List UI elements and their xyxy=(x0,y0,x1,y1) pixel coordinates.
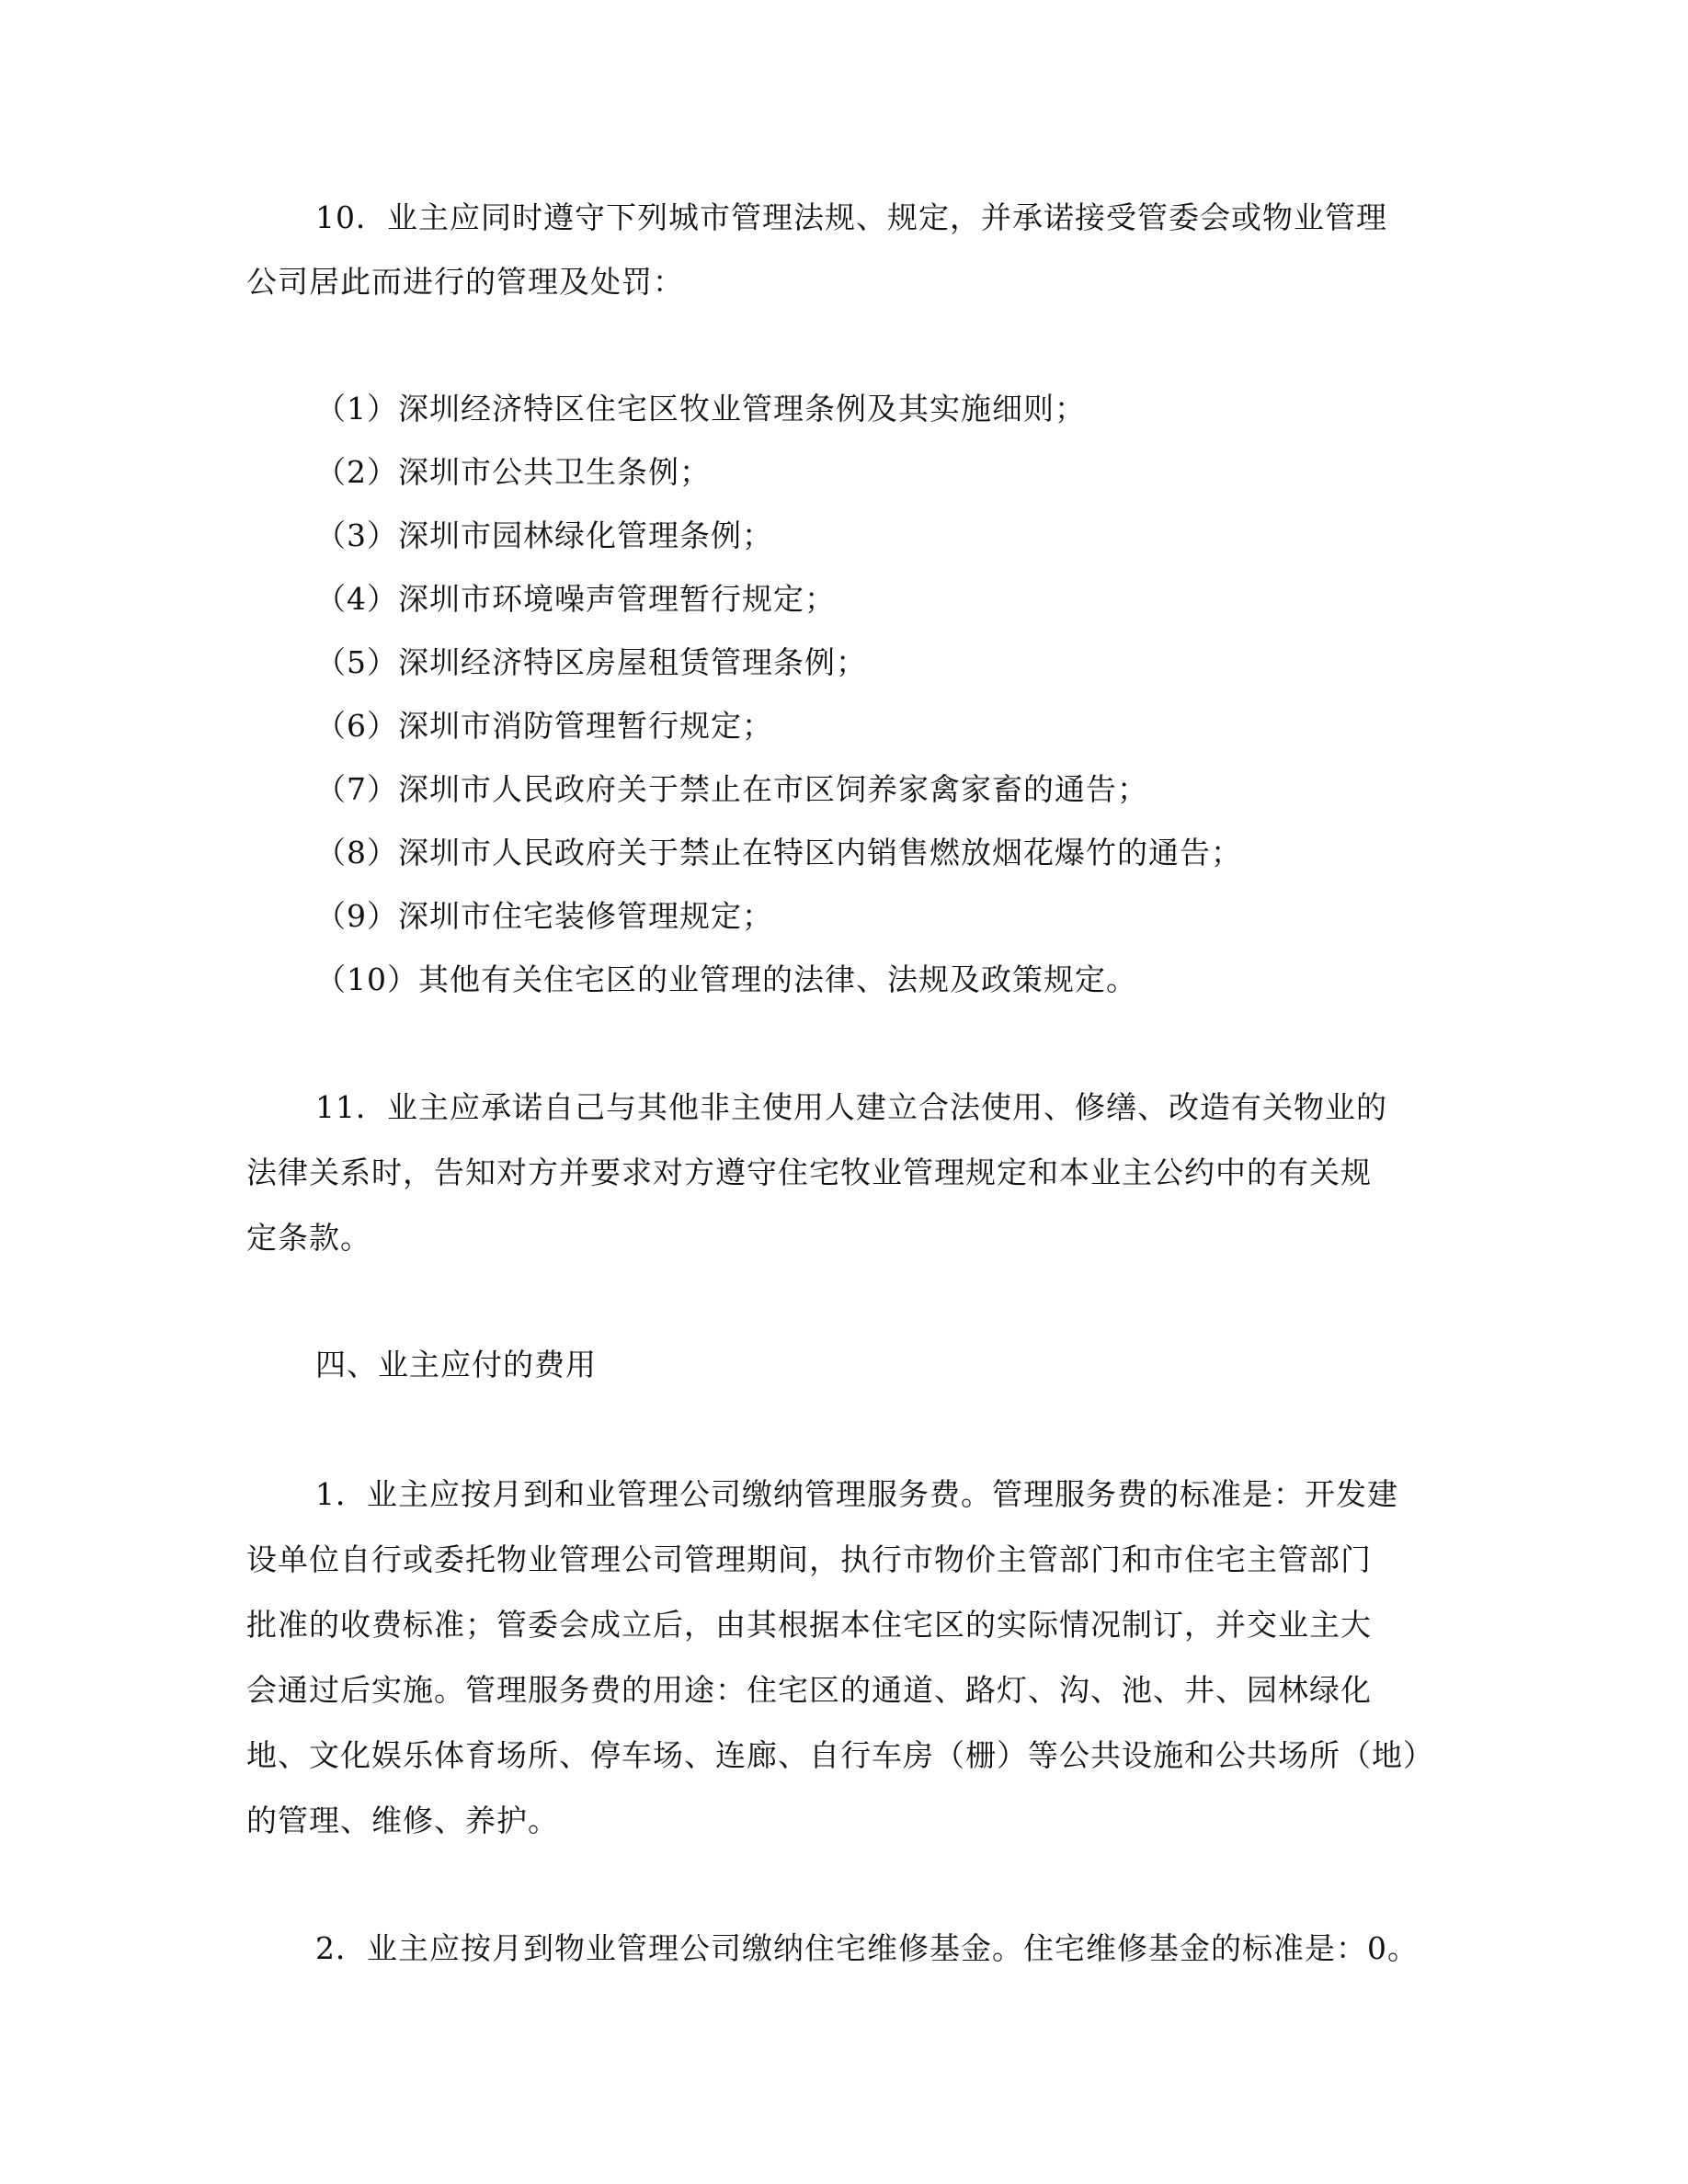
fee-1-line-2: 设单位自行或委托物业管理公司管理期间，执行市物价主管部门和市住宅主管部门 xyxy=(246,1541,1372,1577)
list-item-4: （4）深圳市环境噪声管理暂行规定； xyxy=(315,581,836,617)
list-item-6: （6）深圳市消防管理暂行规定； xyxy=(315,708,773,744)
clause-11-line-3: 定条款。 xyxy=(246,1220,371,1256)
list-item-7: （7）深圳市人民政府关于禁止在市区饲养家禽家畜的通告； xyxy=(315,771,1148,807)
clause-10-line-2: 公司居此而进行的管理及处罚： xyxy=(246,264,684,300)
list-item-8: （8）深圳市人民政府关于禁止在特区内销售燃放烟花爆竹的通告； xyxy=(315,835,1242,870)
fee-1-line-1: 1．业主应按月到和业管理公司缴纳管理服务费。管理服务费的标准是：开发建 xyxy=(315,1476,1398,1512)
list-item-1: （1）深圳经济特区住宅区牧业管理条例及其实施细则； xyxy=(315,391,1086,427)
fee-2-line-1: 2．业主应按月到物业管理公司缴纳住宅维修基金。住宅维修基金的标准是：0。 xyxy=(315,1930,1419,1966)
list-item-5: （5）深圳经济特区房屋租赁管理条例； xyxy=(315,644,867,680)
list-item-10: （10）其他有关住宅区的业管理的法律、法规及政策规定。 xyxy=(315,961,1137,997)
fee-1-line-3: 批准的收费标准；管委会成立后，由其根据本住宅区的实际情况制订，并交业主大 xyxy=(246,1607,1372,1643)
section-4-heading: 四、业主应付的费用 xyxy=(315,1347,597,1382)
fee-1-line-4: 会通过后实施。管理服务费的用途：住宅区的通道、路灯、沟、池、井、园林绿化 xyxy=(246,1672,1372,1708)
list-item-9: （9）深圳市住宅装修管理规定； xyxy=(315,898,773,934)
clause-11-line-2: 法律关系时，告知对方并要求对方遵守住宅牧业管理规定和本业主公约中的有关规 xyxy=(246,1155,1372,1190)
clause-10-line-1: 10．业主应同时遵守下列城市管理法规、规定，并承诺接受管委会或物业管理 xyxy=(315,199,1387,235)
fee-1-line-5: 地、文化娱乐体育场所、停车场、连廊、自行车房（栅）等公共设施和公共场所（地） xyxy=(246,1737,1434,1773)
list-item-3: （3）深圳市园林绿化管理条例； xyxy=(315,518,773,553)
fee-1-line-6: 的管理、维修、养护。 xyxy=(246,1803,559,1838)
clause-11-line-1: 11．业主应承诺自己与其他非主使用人建立合法使用、修缮、改造有关物业的 xyxy=(315,1089,1387,1125)
list-item-2: （2）深圳市公共卫生条例； xyxy=(315,454,711,490)
